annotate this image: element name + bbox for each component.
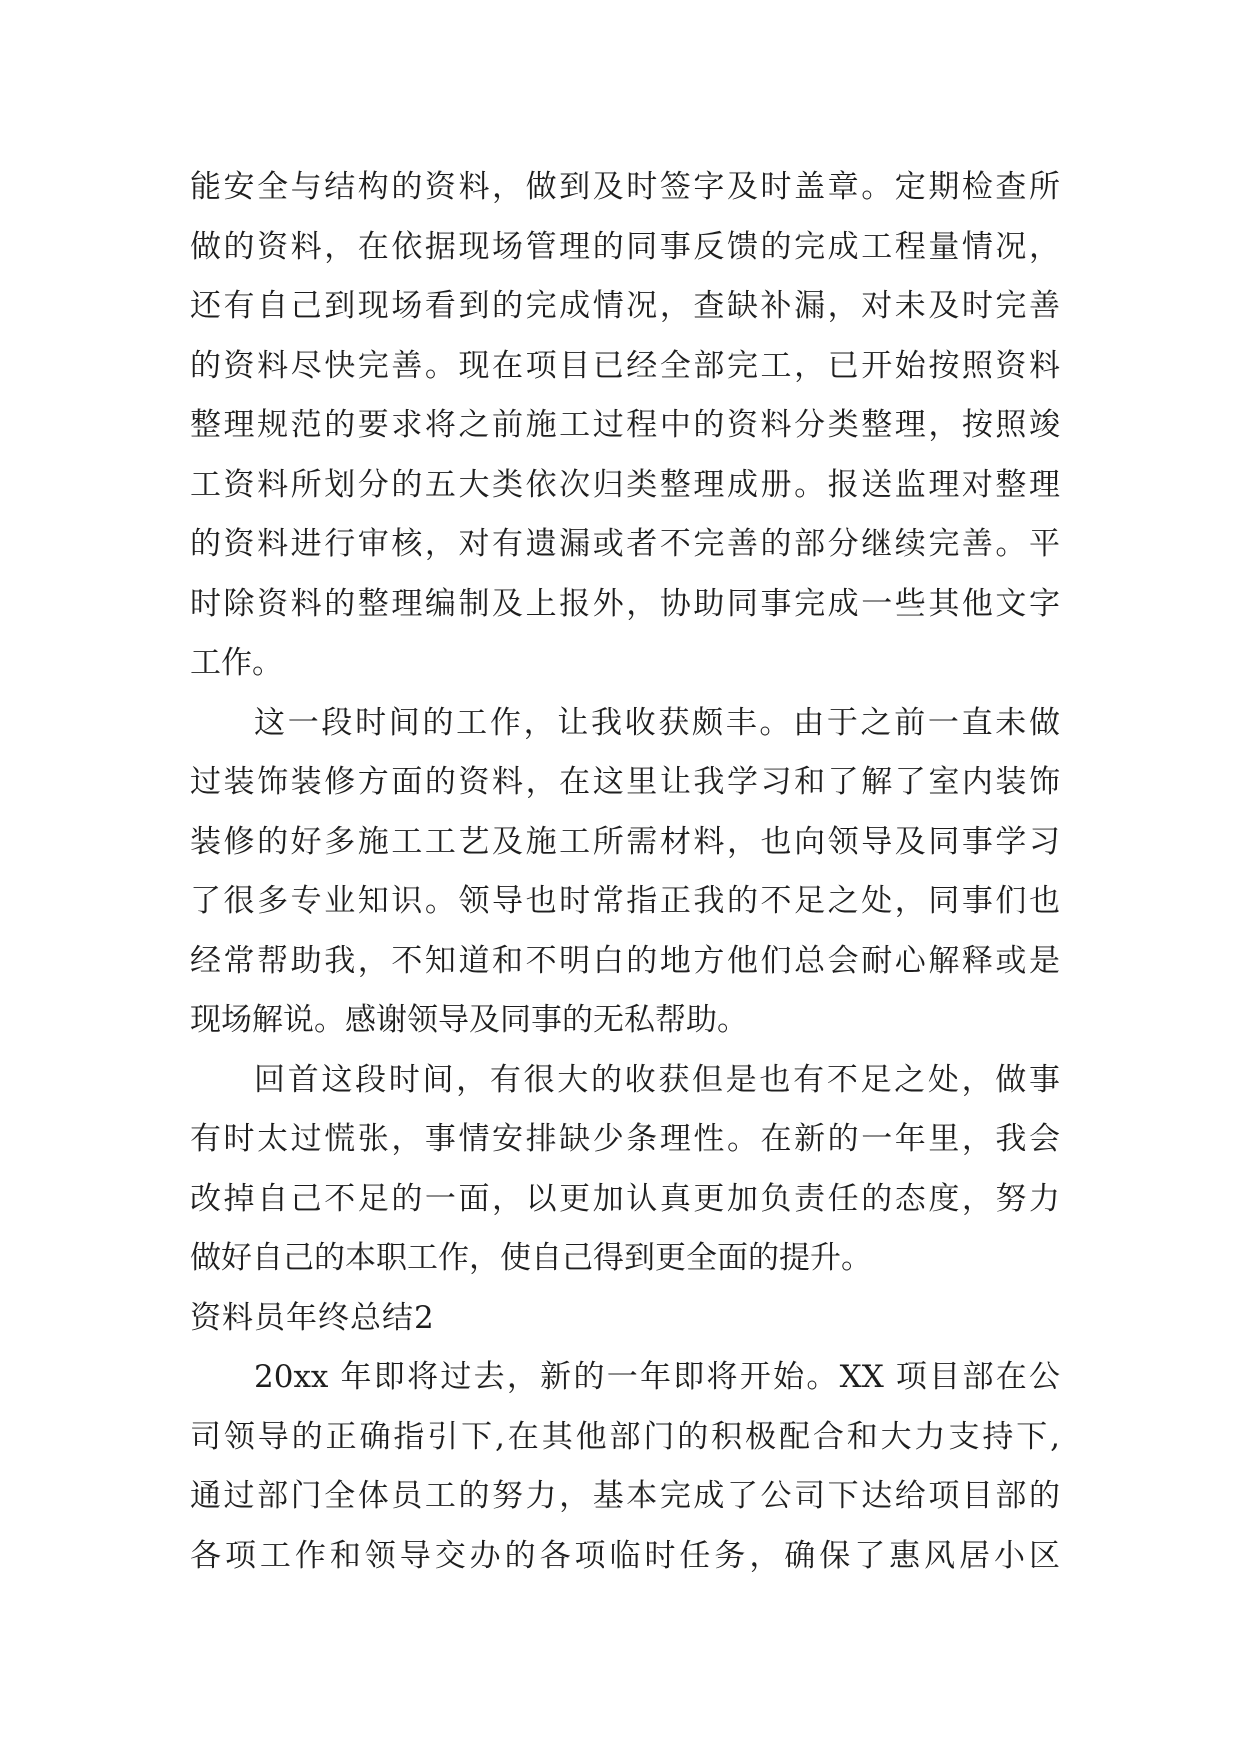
text-line: 的资料尽快完善。现在项目已经全部完工，已开始按照资料: [190, 347, 1060, 384]
text-line: 通过部门全体员工的努力，基本完成了公司下达给项目部的: [190, 1478, 1060, 1514]
text-line: 20xx 年即将过去，新的一年即将开始。XX 项目部在公: [254, 1359, 1060, 1395]
text-line: 工作。: [190, 645, 283, 681]
section-heading: 资料员年终总结2: [190, 1299, 435, 1336]
text-line: 能安全与结构的资料，做到及时签字及时盖章。定期检查所: [190, 169, 1060, 205]
text-line: 装修的好多施工工艺及施工所需材料，也向领导及同事学习: [190, 823, 1060, 860]
text-line: 回首这段时间，有很大的收获但是也有不足之处，做事: [254, 1061, 1060, 1098]
text-line: 时除资料的整理编制及上报外，协助同事完成一些其他文字: [190, 585, 1060, 622]
text-line: 了很多专业知识。领导也时常指正我的不足之处，同事们也: [190, 883, 1060, 919]
text-line: 司领导的正确指引下,在其他部门的积极配合和大力支持下,: [190, 1418, 1060, 1455]
text-line: 工资料所划分的五大类依次归类整理成册。报送监理对整理: [190, 466, 1060, 503]
text-line: 经常帮助我，不知道和不明白的地方他们总会耐心解释或是: [190, 942, 1060, 979]
text-line: 整理规范的要求将之前施工过程中的资料分类整理，按照竣: [190, 407, 1060, 443]
text-line: 改掉自己不足的一面，以更加认真更加负责任的态度，努力: [190, 1180, 1060, 1217]
text-line: 还有自己到现场看到的完成情况，查缺补漏，对未及时完善: [190, 288, 1060, 324]
text-line: 各项工作和领导交办的各项临时任务，确保了惠风居小区: [190, 1537, 1060, 1574]
text-line: 这一段时间的工作，让我收获颇丰。由于之前一直未做: [254, 704, 1060, 741]
text-line: 的资料进行审核，对有遗漏或者不完善的部分继续完善。平: [190, 526, 1060, 562]
text-line: 做好自己的本职工作，使自己得到更全面的提升。: [190, 1240, 872, 1276]
text-line: 过装饰装修方面的资料，在这里让我学习和了解了室内装饰: [190, 764, 1060, 800]
text-line: 做的资料，在依据现场管理的同事反馈的完成工程量情况，: [190, 228, 1060, 265]
document-body: [190, 158, 1060, 1586]
text-line: 有时太过慌张，事情安排缺少条理性。在新的一年里，我会: [190, 1121, 1060, 1157]
text-line: 现场解说。感谢领导及同事的无私帮助。: [190, 1002, 748, 1038]
